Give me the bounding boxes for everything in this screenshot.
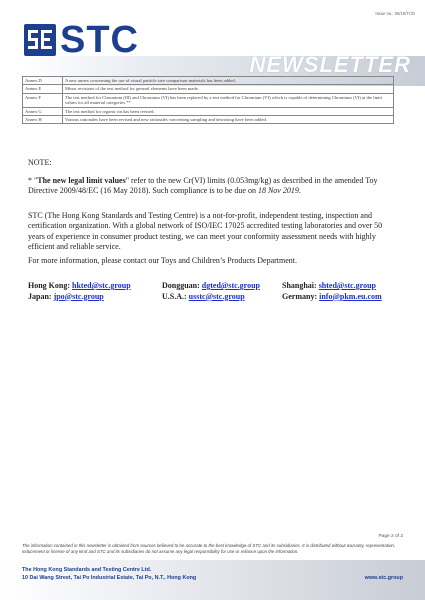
page-number: Page 2 of 2 <box>378 534 403 539</box>
footer-address: 10 Dai Wang Street, Tai Po Industrial Estate, Tai Po, N.T., Hong Kong <box>22 575 197 581</box>
annex-cell: Annex H <box>23 116 63 124</box>
disclaimer: The information contained in this newsletter is obtained from sources believed to be accurate to the best knowledge of STC and its subsidiaries. It is distributed without warranty, representation, inducement or license of any kind and STC and its subsidiaries do not assume any legal responsibility for use or reliance upon the information. <box>22 543 396 554</box>
contact-label: Japan: <box>28 291 54 301</box>
email-link[interactable]: shted@stc.group <box>318 281 376 290</box>
contact-germany <box>282 292 382 303</box>
contact-dongguan <box>162 281 282 292</box>
legal-prefix: * " <box>28 176 38 185</box>
table-row <box>23 107 394 115</box>
contact-japan <box>28 292 162 303</box>
footer-website-link[interactable]: www.stc.group <box>364 575 403 581</box>
contact-label: Hong Kong: <box>28 281 73 290</box>
newsletter-header <box>0 18 425 77</box>
footer-company-name: The Hong Kong Standards and Testing Centre Ltd. <box>22 567 152 573</box>
annex-cell: Annex F <box>23 93 63 107</box>
legal-middle: " refer to the new Cr(VI) limits (0.053mg/kg) as described in the amended Toy Directive 2009/48/EC (16 May 2018). Such compliance is to be due on <box>28 176 378 196</box>
table-row <box>23 85 394 93</box>
contact-hong-kong <box>28 281 162 292</box>
more-info: For more information, please contact our Toys and Children’s Products Department. <box>28 256 298 265</box>
issue-number: Issue no.: 05/19/TCD <box>375 11 415 16</box>
annex-cell: Annex D <box>23 77 63 85</box>
stc-logo-icon <box>24 24 56 56</box>
table-row <box>23 93 394 107</box>
contact-label: Germany: <box>282 291 320 301</box>
annex-table <box>22 76 394 124</box>
email-link[interactable]: hkted@stc.group <box>72 281 131 290</box>
annex-cell: Annex E <box>23 85 63 93</box>
contact-row <box>28 281 400 292</box>
annex-cell: Annex G <box>23 107 63 115</box>
email-link[interactable]: jpo@stc.group <box>53 291 104 301</box>
email-link[interactable]: info@pkm.eu.com <box>319 291 382 301</box>
newsletter-title: NEWSLETTER <box>249 52 411 77</box>
contact-label: U.S.A.: <box>162 291 189 301</box>
email-link[interactable]: usstc@stc.group <box>188 291 245 301</box>
contact-row <box>28 292 400 303</box>
table-row <box>23 77 394 85</box>
annex-description: A new annex concerning the use of visual particle size comparison materials has been added. <box>63 77 394 85</box>
legal-limit-note <box>28 176 398 197</box>
note-heading: NOTE: <box>28 158 52 167</box>
email-link[interactable]: dgted@stc.group <box>201 281 260 290</box>
annex-description: Minor revisions of the test method for general elements have been made. <box>63 85 394 93</box>
contact-label: Dongguan: <box>162 281 202 290</box>
legal-due-date: 18 Nov 2019 <box>257 186 299 196</box>
annex-description: Various rationales have been revised and new rationales concerning sampling and dewaxing have been added. <box>63 116 394 124</box>
legal-suffix: . <box>298 186 301 196</box>
annex-description: The test method for organic tin has been revised. <box>63 107 394 115</box>
contact-shanghai <box>282 281 376 292</box>
table-row <box>23 116 394 124</box>
contact-list <box>28 281 400 302</box>
logo-text: STC <box>60 19 139 61</box>
legal-bold-term: The new legal limit values <box>37 176 126 185</box>
contact-usa <box>162 292 282 303</box>
stc-description: STC (The Hong Kong Standards and Testing Centre) is a not-for-profit, independent testing, inspection and certification organization. With a global network of ISO/IEC 17025 accredited testing laboratories and over 50 years of experience in consumer product testing, we can meet your conformity assessment needs with highly efficient and reliable service. <box>28 211 383 252</box>
contact-label: Shanghai: <box>282 281 319 290</box>
annex-description: The test method for Chromium (III) and Chromium (VI) has been replaced by a test method for Chromium (VI) which is capable of determining Chromium (VI) at the limit values for all material categories.** <box>63 93 394 107</box>
